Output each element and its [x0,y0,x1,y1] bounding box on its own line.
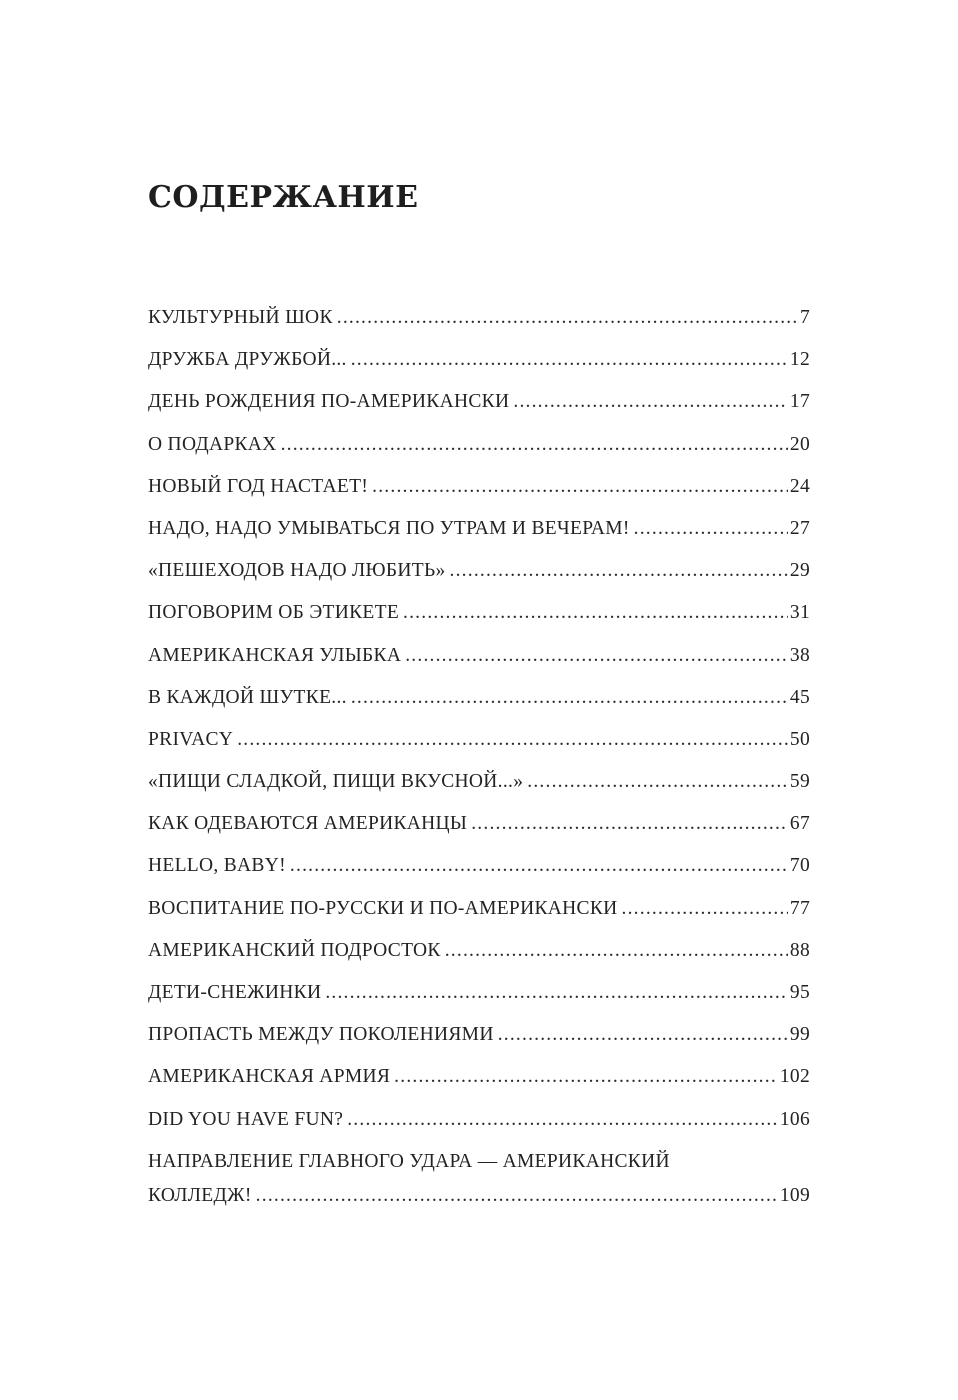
dot-leader [281,430,788,460]
dot-leader [403,598,788,628]
toc-entry[interactable] [148,725,810,767]
toc-entry[interactable] [148,894,810,936]
toc-entry-page: 67 [789,813,810,835]
toc-entry-label-line1: НАПРАВЛЕНИЕ ГЛАВНОГО УДАРА — АМЕРИКАНСКИЙ [148,1150,670,1172]
toc-entry-page: 106 [779,1108,810,1130]
toc-entry-page: 38 [789,644,810,666]
toc-entry-page: 45 [789,686,810,708]
toc-entry-label: «ПИЩИ СЛАДКОЙ, ПИЩИ ВКУСНОЙ...» [148,771,524,793]
toc-entry[interactable] [148,598,810,640]
toc-entry-page: 99 [789,1024,810,1046]
toc-entry[interactable] [148,345,810,387]
toc-entry-page: 50 [789,728,810,750]
toc-entry-page: 20 [789,433,810,455]
toc-entry-page: 17 [789,391,810,413]
dot-leader [372,472,788,502]
toc-entry-label: АМЕРИКАНСКАЯ АРМИЯ [148,1066,391,1088]
table-of-contents [148,303,810,1211]
dot-leader [513,387,788,417]
toc-entry[interactable] [148,387,810,429]
dot-leader [405,641,788,671]
toc-entry-label: «ПЕШЕХОДОВ НАДО ЛЮБИТЬ» [148,560,446,582]
toc-entry-page: 24 [789,475,810,497]
dot-leader [450,556,788,586]
dot-leader [445,936,788,966]
toc-entry-line2 [148,1181,810,1211]
toc-entry-label: КУЛЬТУРНЫЙ ШОК [148,307,333,328]
toc-entry-label: ДЕТИ-СНЕЖИНКИ [148,982,322,1003]
toc-entry-page: 88 [789,939,810,961]
toc-entry-label: НОВЫЙ ГОД НАСТАЕТ! [148,475,369,497]
toc-entry[interactable] [148,472,810,514]
dot-leader [498,1020,788,1050]
toc-entry-label: О ПОДАРКАХ [148,433,277,455]
toc-entry-page: 31 [789,602,810,624]
dot-leader [622,894,788,924]
toc-entry-page: 77 [789,897,810,919]
toc-entry-label: ДЕНЬ РОЖДЕНИЯ ПО-АМЕРИКАНСКИ [148,391,510,413]
toc-entry-page: 109 [779,1184,810,1206]
dot-leader [337,303,798,333]
dot-leader [237,725,788,755]
toc-entry[interactable] [148,1105,810,1147]
toc-entry-label: DID YOU HAVE FUN? [148,1108,344,1130]
dot-leader [351,345,788,375]
dot-leader [290,851,788,881]
toc-entry-label: HELLO, BABY! [148,855,286,877]
dot-leader [634,514,788,544]
toc-entry[interactable] [148,767,810,809]
toc-entry-label: ПРОПАСТЬ МЕЖДУ ПОКОЛЕНИЯМИ [148,1024,494,1046]
toc-entry-page: 102 [779,1066,810,1088]
toc-entry-page: 95 [789,982,810,1003]
toc-entry[interactable] [148,430,810,472]
toc-entry-label: В КАЖДОЙ ШУТКЕ... [148,686,347,708]
toc-entry-label-line2: КОЛЛЕДЖ! [148,1184,252,1206]
toc-entry-label: ДРУЖБА ДРУЖБОЙ... [148,349,347,371]
dot-leader [351,683,788,713]
toc-entry[interactable] [148,936,810,978]
toc-entry-page: 12 [789,349,810,371]
toc-entry-page: 70 [789,855,810,877]
toc-entry[interactable] [148,809,810,851]
toc-entry-label: ВОСПИТАНИЕ ПО-РУССКИ И ПО-АМЕРИКАНСКИ [148,897,618,919]
toc-entry-multiline[interactable] [148,1147,810,1211]
toc-entry-label: НАДО, НАДО УМЫВАТЬСЯ ПО УТРАМ И ВЕЧЕРАМ! [148,517,630,539]
toc-entry[interactable] [148,556,810,598]
toc-entry-label: АМЕРИКАНСКАЯ УЛЫБКА [148,644,402,666]
toc-entry-label: ПОГОВОРИМ ОБ ЭТИКЕТЕ [148,602,400,624]
dot-leader [256,1181,778,1211]
toc-entry-label: КАК ОДЕВАЮТСЯ АМЕРИКАНЦЫ [148,813,468,835]
toc-entry[interactable] [148,303,810,345]
dot-leader [325,978,788,1008]
dot-leader [347,1105,778,1135]
toc-entry-page: 27 [789,517,810,539]
page-title: СОДЕРЖАНИЕ [148,180,419,215]
toc-entry[interactable] [148,641,810,683]
toc-entry-page: 29 [789,560,810,582]
toc-entry-page: 59 [789,771,810,793]
toc-entry-page: 7 [799,307,810,328]
dot-leader [471,809,788,839]
toc-entry-label: АМЕРИКАНСКИЙ ПОДРОСТОК [148,939,441,961]
dot-leader [527,767,788,797]
dot-leader [394,1062,778,1092]
toc-entry[interactable] [148,851,810,893]
toc-entry-label: PRIVACY [148,728,234,750]
toc-entry[interactable] [148,978,810,1020]
toc-entry[interactable] [148,514,810,556]
toc-entry[interactable] [148,1062,810,1104]
toc-entry[interactable] [148,683,810,725]
toc-entry[interactable] [148,1020,810,1062]
